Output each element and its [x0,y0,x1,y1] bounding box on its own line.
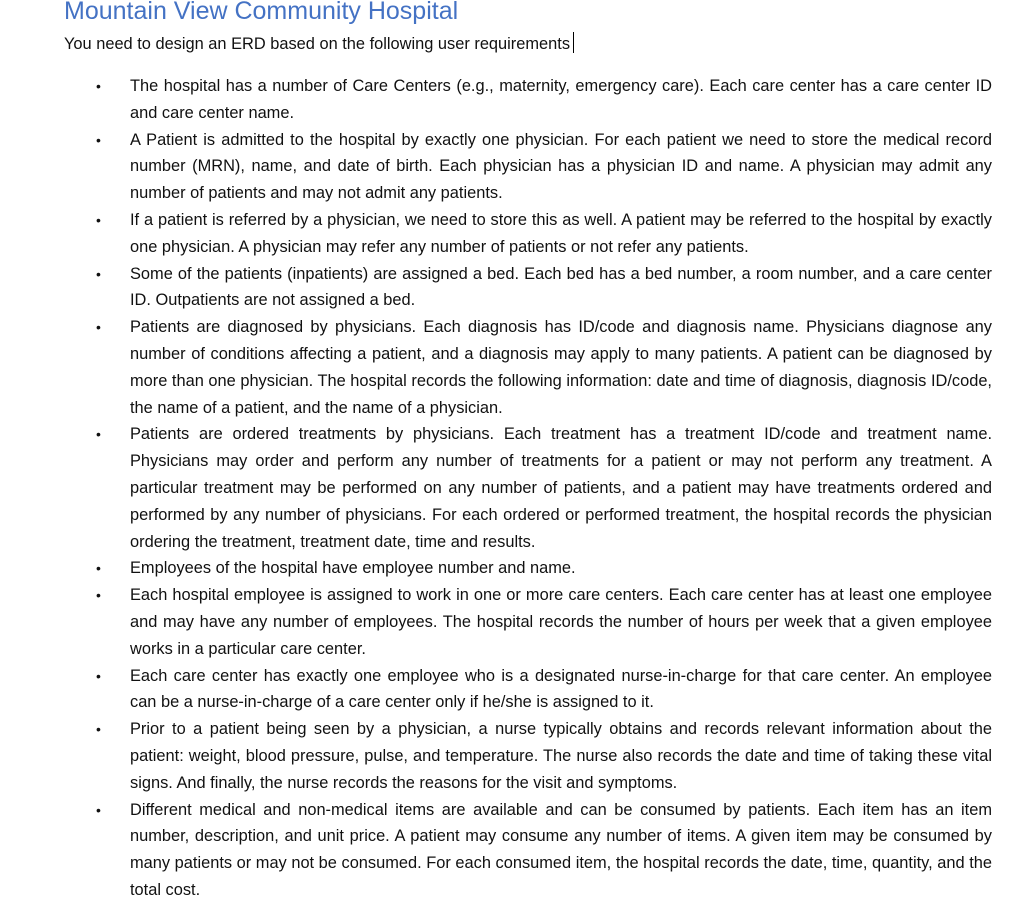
requirement-text: The hospital has a number of Care Centers (e.g., maternity, emergency care). Each care center has a care center ID and care center name. [130,77,992,122]
requirement-item-treatments [0,421,1024,555]
bullet-icon: • [96,801,101,818]
bullet-icon: • [96,211,101,228]
requirement-text: Patients are ordered treatments by physicians. Each treatment has a treatment ID/code and treatment name. Physicians may order and perform any number of treatments for a patient or may not perform any treatment. A particular treatment may be performed on any number of patients, and a patient may have treatments ordered and performed by any number of physicians. For each ordered or performed treatment, the hospital records the physician ordering the treatment, treatment date, time and results. [130,425,992,551]
requirement-text: Patients are diagnosed by physicians. Each diagnosis has ID/code and diagnosis name. Physicians diagnose any number of conditions affecting a patient, and a diagnosis may apply to many patients. A patient can be diagnosed by more than one physician. The hospital records the following information: date and time of diagnosis, diagnosis ID/code, the name of a patient, and the name of a physician. [130,318,992,417]
requirement-text: Employees of the hospital have employee number and name. [130,559,576,578]
document-intro[interactable] [64,32,574,55]
bullet-icon: • [96,265,101,282]
bullet-icon: • [96,721,101,738]
bullet-icon: • [96,131,101,148]
bullet-icon: • [96,560,101,577]
intro-text: You need to design an ERD based on the following user requirements [64,35,571,53]
requirement-item-diagnosis [0,314,1024,421]
requirement-text: A Patient is admitted to the hospital by exactly one physician. For each patient we need to store the medical record number (MRN), name, and date of birth. Each physician has a physician ID and name. A physician may admit any number of patients and may not admit any patients. [130,130,992,203]
requirement-item-consumed-items [0,797,1024,904]
bullet-icon: • [96,78,101,94]
requirement-text: Different medical and non-medical items are available and can be consumed by patients. Each item has an item number, description, and unit price. A patient may consume any number of items. A given item may be consumed by many patients or may not be consumed. For each consumed item, the hospital records the date, time, quantity, and the total cost. [130,800,992,899]
requirement-item-nurse-in-charge [0,663,1024,717]
document-title: Mountain View Community Hospital [64,0,459,25]
bullet-icon: • [96,587,101,604]
requirement-text: Prior to a patient being seen by a physician, a nurse typically obtains and records relevant information about the patient: weight, blood pressure, pulse, and temperature. The nurse also records the date and time of taking these vital signs. And finally, the nurse records the reasons for the visit and symptoms. [130,720,992,792]
bullet-icon: • [96,319,101,336]
requirements-list [0,73,1024,904]
requirement-item-referral [0,207,1024,261]
requirement-item-care-centers [0,73,1024,127]
requirement-item-employee-assignment [0,582,1024,662]
requirement-item-employees [0,555,1024,582]
requirement-text: If a patient is referred by a physician, we need to store this as well. A patient may be referred to the hospital by exactly one physician. A physician may refer any number of patients or not refer any patients. [130,210,992,256]
requirement-item-beds [0,261,1024,315]
requirement-text: Each hospital employee is assigned to work in one or more care centers. Each care center has at least one employee and may have any number of employees. The hospital records the number of hours per week that a given employee works in a particular care center. [130,586,992,658]
bullet-icon: • [96,667,101,684]
requirement-text: Some of the patients (inpatients) are assigned a bed. Each bed has a bed number, a room number, and a care center ID. Outpatients are not assigned a bed. [130,264,992,310]
requirement-text: Each care center has exactly one employee who is a designated nurse-in-charge for that care center. An employee can be a nurse-in-charge of a care center only if he/she is assigned to it. [130,666,992,712]
requirement-item-vital-signs [0,716,1024,796]
text-cursor [573,32,574,53]
requirement-item-patient-admission [0,127,1024,207]
bullet-icon: • [96,426,101,443]
